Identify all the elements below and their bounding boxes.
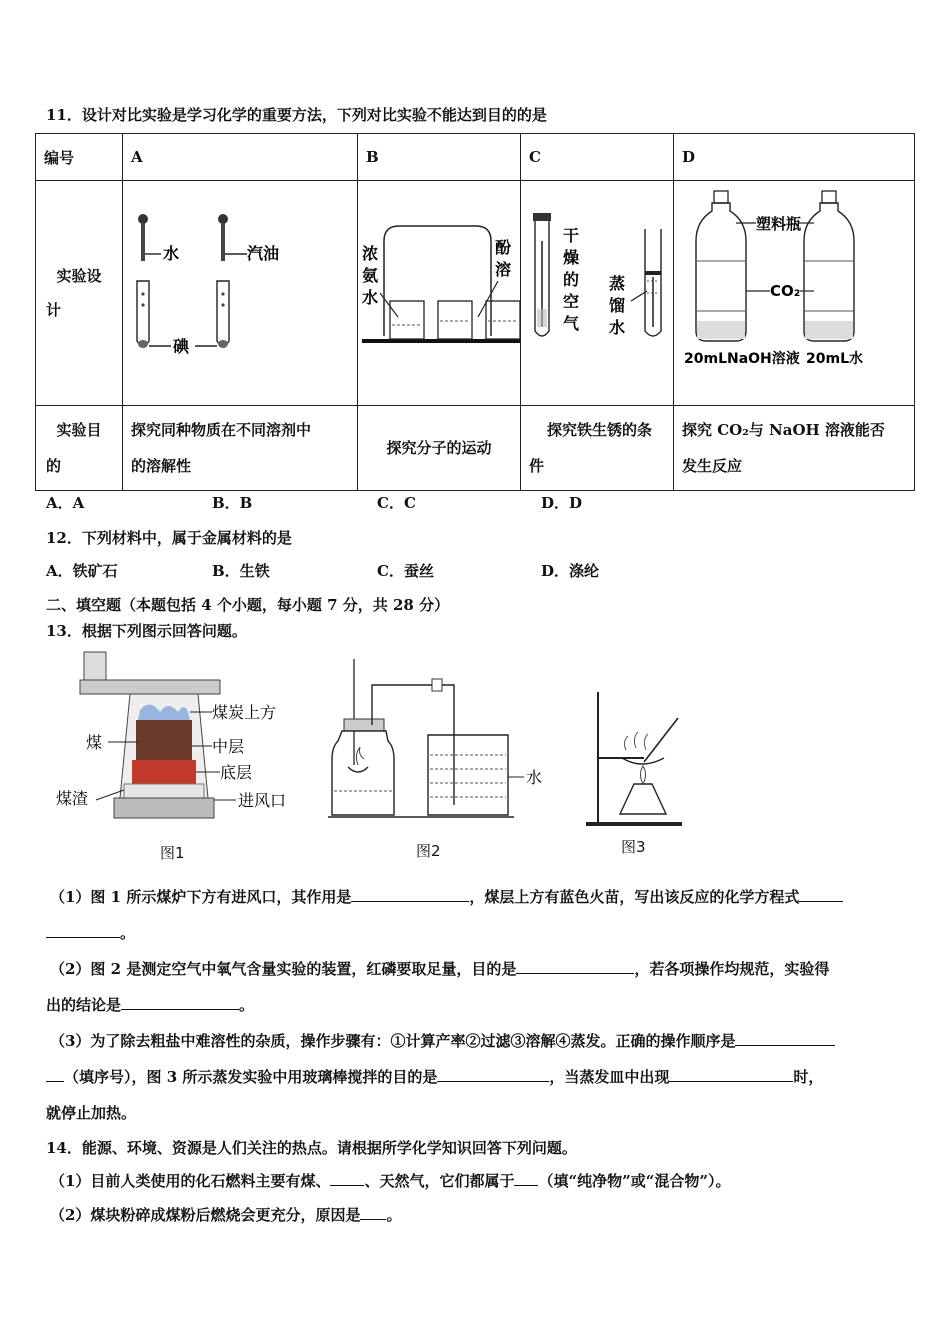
label-dry-5: 气 [563, 314, 580, 333]
label-slag: 煤渣 [56, 789, 89, 808]
experiment-table [35, 133, 915, 491]
figure-d-cell [674, 181, 915, 406]
label-gasoline: 汽油 [247, 244, 280, 263]
q13-stem: 13．根据下列图示回答问题。 [46, 622, 247, 640]
label-co2: CO₂ [770, 282, 801, 300]
label-bottom-layer: 底层 [220, 763, 253, 782]
label-distilled-3: 水 [609, 318, 626, 337]
q12-option-a[interactable]: A．铁矿石 [46, 562, 118, 580]
header-label: 编号 [36, 134, 123, 181]
test-tube-right [217, 281, 229, 346]
table-header-row [36, 134, 915, 181]
table-row-design [36, 181, 915, 406]
caption-fig2: 图2 [416, 842, 441, 860]
label-middle-layer: 中层 [212, 737, 245, 756]
q14-part2: （2）煤块粉碎成煤粉后燃烧会更充分，原因是 。 [50, 1206, 402, 1224]
q13-part3: （3）为了除去粗盐中难溶性的杂质，操作步骤有：①计算产率②过滤③溶解④蒸发。正确的操作顺序是 [50, 1030, 835, 1051]
stove-top [80, 680, 220, 694]
figure-1-coal-stove [50, 650, 300, 830]
middle-coal-layer [136, 720, 192, 760]
bottle-water [804, 203, 854, 341]
label-ammonia-1: 浓 [362, 244, 379, 263]
stove-base [114, 798, 214, 818]
q11-stem: 11．设计对比实验是学习化学的重要方法，下列对比实验不能达到目的的是 [46, 106, 547, 124]
label-dry-4: 空 [563, 292, 580, 311]
stand-base [586, 822, 682, 826]
dropper-bulb-left [138, 214, 148, 224]
blank-phosphorus-purpose[interactable] [516, 959, 634, 974]
label-ammonia-2: 氨 [362, 266, 379, 285]
q12-option-b[interactable]: B．生铁 [212, 562, 270, 580]
water-liquid [805, 321, 853, 339]
q11-option-b[interactable]: B．B [212, 494, 253, 512]
q11-option-c[interactable]: C．C [377, 494, 416, 512]
label-distilled-2: 馏 [609, 296, 626, 315]
beaker-phenol [438, 301, 472, 339]
label-above-coal: 煤炭上方 [212, 703, 277, 722]
iodine-left [138, 340, 148, 348]
iodine-right [218, 340, 228, 348]
q12-stem: 12．下列材料中，属于金属材料的是 [46, 529, 292, 547]
bottle-naoh [696, 203, 746, 341]
q11-option-a[interactable]: A．A [46, 494, 85, 512]
figure-2-oxygen-apparatus [328, 655, 568, 830]
label-dry-3: 的 [563, 270, 580, 289]
lamp-flame [641, 766, 646, 784]
blank-inlet-purpose[interactable] [351, 887, 469, 902]
clamp [432, 679, 442, 691]
caption-fig3: 图3 [621, 838, 646, 856]
goal-a: 探究同种物质在不同溶剂中 的溶解性 [123, 406, 358, 491]
blank-order-2[interactable] [46, 1067, 64, 1082]
beaker-ammonia [390, 301, 424, 339]
q13-part1: （1）图 1 所示煤炉下方有进风口，其作用是 ，煤层上方有蓝色火苗，写出该反应的化学方程式 [50, 886, 843, 907]
naoh-solution [697, 321, 745, 339]
gas-bottle [332, 731, 394, 815]
delivery-tube [372, 685, 454, 805]
figure-c-cell [521, 181, 674, 406]
blank-order-1[interactable] [735, 1031, 835, 1046]
label-water-fig2: 水 [526, 768, 543, 787]
figure-a-cell [123, 181, 358, 406]
figure-b-cell [358, 181, 521, 406]
goal-b: 探究分子的运动 [358, 406, 521, 491]
caption-fig1: 图1 [160, 844, 185, 862]
figure-3-evaporation [582, 688, 692, 828]
label-iodine: 碘 [173, 337, 190, 356]
blank-stop-heating[interactable] [669, 1067, 793, 1082]
q13-part2: （2）图 2 是测定空气中氧气含量实验的装置，红磷要取足量，目的是 ，若各项操作均规范，实验得 [50, 960, 830, 978]
label-ammonia-3: 水 [362, 288, 379, 307]
q11-option-d[interactable]: D．D [541, 494, 583, 512]
label-water-d: 20mL水 [806, 351, 863, 367]
header-a: A [123, 134, 358, 181]
label-coal: 煤 [86, 733, 103, 752]
figure-d-co2-naoh [674, 181, 914, 401]
label-distilled-1: 蒸 [609, 274, 626, 293]
q14-stem: 14．能源、环境、资源是人们关注的热点。请根据所学化学知识回答下列问题。 [46, 1139, 577, 1157]
blank-coal-powder-reason[interactable] [360, 1205, 386, 1220]
goal-c: 探究铁生锈的条 件 [521, 406, 674, 491]
label-naoh: 20mLNaOH溶液 [684, 351, 800, 367]
bottom-coal-layer [132, 760, 196, 784]
combustion-spoon [348, 767, 368, 772]
blank-stir-purpose[interactable] [437, 1067, 549, 1082]
goal-label: 实验目 的 [36, 406, 123, 491]
design-label: 实验设 计 [36, 181, 123, 406]
header-b: B [358, 134, 521, 181]
blank-fossil-fuel[interactable] [330, 1171, 364, 1186]
blank-conclusion[interactable] [121, 995, 239, 1010]
goal-d: 探究 CO₂与 NaOH 溶液能否 发生反应 [674, 406, 915, 491]
label-dry-2: 燥 [563, 248, 580, 267]
table-row-goal [36, 406, 915, 491]
section-2-heading: 二、填空题（本题包括 4 个小题，每小题 7 分，共 28 分） [46, 596, 450, 614]
label-phenol-2: 溶 [495, 260, 512, 279]
header-c: C [521, 134, 674, 181]
label-water: 水 [163, 244, 180, 263]
dropper-tube-left [141, 223, 145, 261]
q13-part1-cont: 。 [46, 922, 135, 943]
blank-equation-2[interactable] [46, 923, 120, 938]
q14-part1: （1）目前人类使用的化石燃料主要有煤、 、天然气，它们都属于 （填“纯净物”或“混合物”）。 [50, 1172, 731, 1190]
figure-a-dissolution [123, 181, 357, 401]
label-air-inlet: 进风口 [238, 791, 287, 810]
q13-part3-end: 就停止加热。 [46, 1104, 137, 1122]
alcohol-lamp [620, 784, 666, 814]
q13-part3-cont: （填序号），图 3 所示蒸发实验中用玻璃棒搅拌的目的是 ，当蒸发皿中出现 时， [46, 1066, 823, 1087]
label-dry-1: 干 [563, 226, 580, 245]
dropper-bulb-right [218, 214, 228, 224]
label-phenol-1: 酚 [495, 238, 512, 257]
stopper [344, 719, 384, 731]
stopper-left [533, 213, 551, 221]
label-plastic-bottle: 塑料瓶 [756, 215, 802, 233]
q12-option-d[interactable]: D．涤纶 [541, 562, 600, 580]
figure-b-molecule-motion [358, 181, 520, 401]
q12-option-c[interactable]: C．蚕丝 [377, 562, 434, 580]
figure-c-rusting [521, 181, 673, 401]
beaker-water [428, 735, 508, 815]
slag-layer [124, 784, 204, 798]
dropper-tube-right [221, 223, 225, 261]
chimney [84, 652, 106, 682]
test-tube-left [137, 281, 149, 346]
blank-mixture-type[interactable] [514, 1171, 538, 1186]
header-d: D [674, 134, 915, 181]
glass-rod [644, 718, 678, 762]
q13-part2-cont: 出的结论是 。 [46, 996, 255, 1014]
blank-equation-1[interactable] [799, 887, 843, 902]
